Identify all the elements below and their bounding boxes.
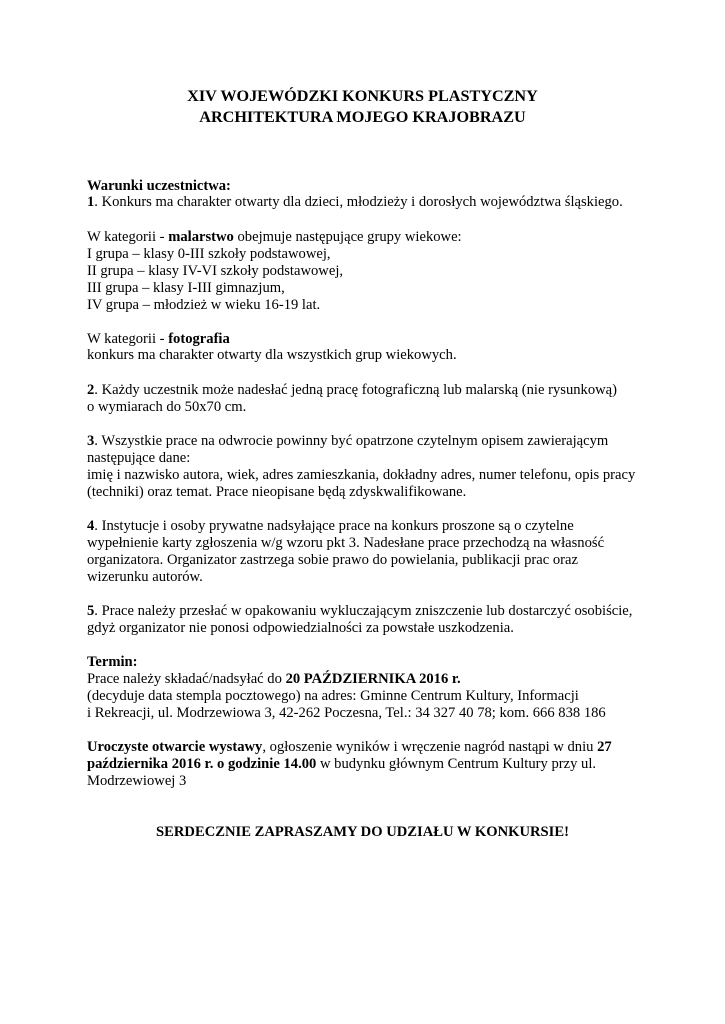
opening-line-3: Modrzewiowej 3: [87, 773, 187, 789]
paragraph-3-text: . Wszystkie prace na odwrocie powinny być opatrzone czytelnym opisem zawierającym: [94, 433, 609, 449]
deadline-text: Prace należy składać/nadsyłać do: [87, 671, 286, 687]
paragraph-5-line-2: gdyż organizator nie ponosi odpowiedzialności za powstałe uszkodzenia.: [87, 620, 514, 636]
paragraph-2-line-2: o wymiarach do 50x70 cm.: [87, 399, 247, 415]
title-line-1: XIV WOJEWÓDZKI KONKURS PLASTYCZNY: [187, 87, 538, 105]
age-group-2: II grupa – klasy IV-VI szkoły podstawowej,: [87, 263, 344, 279]
paragraph-1-number: 1: [87, 194, 95, 210]
invitation: SERDECZNIE ZAPRASZAMY DO UDZIAŁU W KONKURSIE!: [156, 824, 569, 840]
conditions-heading: Warunki uczestnictwa:: [87, 178, 231, 194]
deadline-heading: Termin:: [87, 654, 138, 670]
photo-category-name: fotografia: [168, 331, 230, 347]
paragraph-1-text: . Konkurs ma charakter otwarty dla dzieci, młodzieży i dorosłych województwa śląskiego.: [94, 194, 623, 210]
painting-category-suffix: obejmuje następujące grupy wiekowe:: [233, 229, 462, 245]
paragraph-3-line-1: [87, 433, 608, 450]
paragraph-5-number: 5: [87, 603, 95, 619]
deadline-date: 20 PAŹDZIERNIKA 2016 r.: [285, 671, 461, 687]
paragraph-2-number: 2: [87, 382, 95, 398]
painting-category: [87, 229, 462, 246]
paragraph-4-line-4: wizerunku autorów.: [87, 569, 203, 585]
age-group-1: I grupa – klasy 0-III szkoły podstawowej,: [87, 246, 331, 262]
opening-line-1: [87, 739, 612, 756]
opening-title: Uroczyste otwarcie wystawy: [87, 739, 263, 755]
opening-location-text: w budynku głównym Centrum Kultury przy ul.: [316, 756, 597, 772]
paragraph-5-line-1: [87, 603, 632, 620]
age-group-4: IV grupa – młodzież w wieku 16-19 lat.: [87, 297, 321, 313]
deadline-line-3: i Rekreacji, ul. Modrzewiowa 3, 42-262 Poczesna, Tel.: 34 327 40 78; kom. 666 838 186: [87, 705, 606, 721]
paragraph-3-line-4: (techniki) oraz temat. Prace nieopisane będą zdyskwalifikowane.: [87, 484, 467, 500]
paragraph-4-line-1: [87, 518, 574, 535]
paragraph-5-text: . Prace należy przesłać w opakowaniu wykluczającym zniszczenie lub dostarczyć osobiście,: [94, 603, 633, 619]
deadline-line-1: [87, 671, 461, 688]
photo-category-text: konkurs ma charakter otwarty dla wszystkich grup wiekowych.: [87, 347, 457, 363]
paragraph-4-number: 4: [87, 518, 95, 534]
paragraph-4-line-3: organizatora. Organizator zastrzega sobie prawo do powielania, publikacji prac oraz: [87, 552, 578, 568]
photo-category: [87, 331, 230, 348]
paragraph-1: [87, 194, 623, 211]
painting-category-prefix: W kategorii -: [87, 229, 169, 245]
age-group-3: III grupa – klasy I-III gimnazjum,: [87, 280, 285, 296]
paragraph-3-number: 3: [87, 433, 95, 449]
opening-line-2: [87, 756, 596, 773]
photo-category-prefix: W kategorii -: [87, 331, 169, 347]
paragraph-2-line-1: [87, 382, 617, 399]
opening-text: , ogłoszenie wyników i wręczenie nagród nastąpi w dniu: [262, 739, 598, 755]
painting-category-name: malarstwo: [168, 229, 234, 245]
paragraph-2-text: . Każdy uczestnik może nadesłać jedną pracę fotograficzną lub malarską (nie rysunkową): [94, 382, 618, 398]
deadline-line-2: (decyduje data stempla pocztowego) na adres: Gminne Centrum Kultury, Informacji: [87, 688, 579, 704]
paragraph-4-line-2: wypełnienie karty zgłoszenia w/g wzoru pkt 3. Nadesłane prace przechodzą na własność: [87, 535, 605, 551]
paragraph-4-text: . Instytucje i osoby prywatne nadsyłające prace na konkurs proszone są o czytelne: [94, 518, 574, 534]
opening-date-time: października 2016 r. o godzinie 14.00: [87, 756, 317, 772]
paragraph-3-line-3: imię i nazwisko autora, wiek, adres zamieszkania, dokładny adres, numer telefonu, opis pracy: [87, 467, 636, 483]
opening-day: 27: [597, 739, 612, 755]
title-line-2: ARCHITEKTURA MOJEGO KRAJOBRAZU: [199, 108, 526, 126]
paragraph-3-line-2: następujące dane:: [87, 450, 191, 466]
